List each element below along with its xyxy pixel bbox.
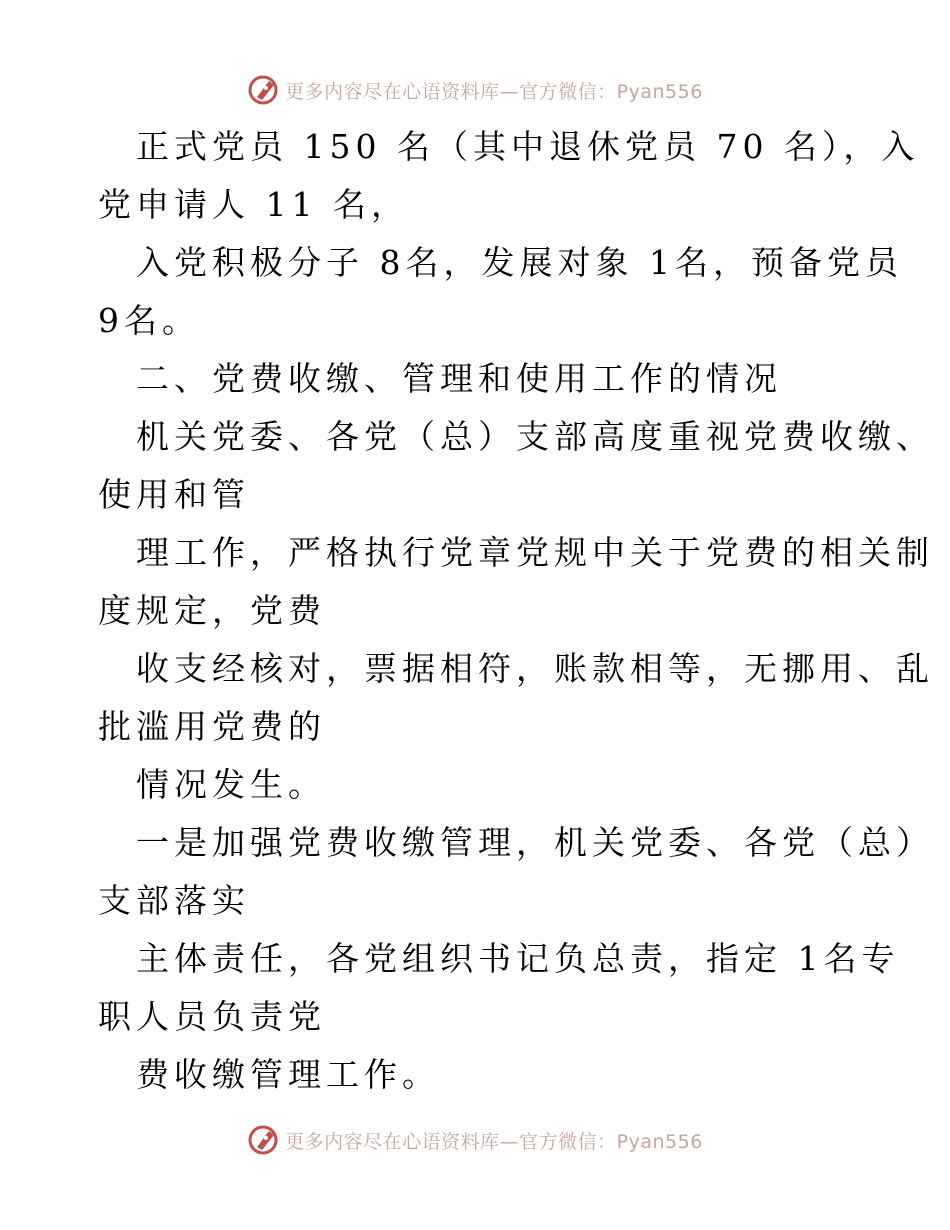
text-line: 机关党委、各党（总）支部高度重视党费收缴、 xyxy=(136,417,934,456)
text-line: 费收缴管理工作。 xyxy=(136,1055,440,1094)
text-line: 一是加强党费收缴管理，机关党委、各党（总） xyxy=(136,823,934,862)
text-line: 理工作，严格执行党章党规中关于党费的相关制 xyxy=(136,533,934,572)
text-line: 收支经核对，票据相符，账款相等，无挪用、乱 xyxy=(136,649,934,688)
text-line: 度规定，党费 xyxy=(98,591,326,630)
text-line: 党申请人 11 名， xyxy=(98,185,409,224)
text-line: 主体责任，各党组织书记负总责，指定 1名专 xyxy=(136,939,900,978)
text-line: 使用和管 xyxy=(98,475,250,514)
text-line: 正式党员 150 名（其中退休党员 70 名），入 xyxy=(136,127,920,166)
document-body xyxy=(98,118,934,1104)
text-line: 支部落实 xyxy=(98,881,250,920)
watermark-footer xyxy=(0,1120,950,1160)
text-line: 二、党费收缴、管理和使用工作的情况 xyxy=(136,359,782,398)
text-line: 情况发生。 xyxy=(136,765,326,804)
text-line: 入党积极分子 8名，发展对象 1名，预备党员 xyxy=(136,243,903,282)
pen-nib-logo-icon xyxy=(247,73,281,107)
text-line: 9名。 xyxy=(98,301,200,340)
text-line: 批滥用党费的 xyxy=(98,707,326,746)
watermark-header xyxy=(0,70,950,110)
watermark-text: 更多内容尽在心语资料库—官方微信：Pyan556 xyxy=(285,80,703,103)
pen-nib-logo-icon xyxy=(247,1123,281,1157)
text-line: 职人员负责党 xyxy=(98,997,326,1036)
watermark-text: 更多内容尽在心语资料库—官方微信：Pyan556 xyxy=(285,1130,703,1153)
